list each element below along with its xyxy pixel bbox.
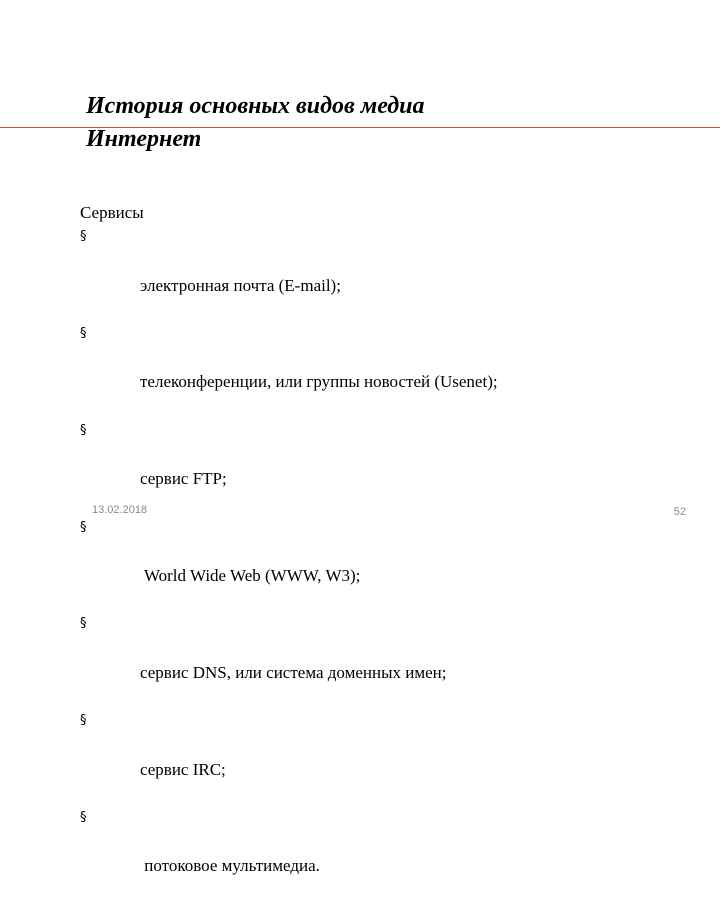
slide-title-line-1: История основных видов медиа [86,93,425,119]
list-item-text: потоковое мультимедиа. [140,856,320,876]
slide-title [86,90,686,156]
footer-date: 13.02.2018 [92,504,148,516]
square-bullet-icon: § [80,229,87,245]
list-item [80,806,700,903]
list-item-text: телеконференции, или группы новостей (Usenet); [140,372,498,392]
list-item [80,516,700,613]
list-item [80,225,700,322]
list-item [80,612,700,709]
list-heading: Сервисы [80,203,144,222]
square-bullet-icon: § [80,326,87,342]
slide-body [80,201,700,903]
list-item-text: World Wide Web (WWW, W3); [140,566,361,586]
list-item [80,709,700,806]
list-item-text: электронная почта (E-mail); [140,275,341,295]
list-item [80,419,700,516]
list-item-text: сервис IRC; [140,759,226,779]
list-item-text: сервис FTP; [140,469,227,489]
page-number: 52 [673,506,686,518]
square-bullet-icon: § [80,616,87,632]
square-bullet-icon: § [80,713,87,729]
slide-title-line-2: Интернет [86,126,202,152]
list-item-text: сервис DNS, или система доменных имен; [140,662,447,682]
title-divider [0,127,720,128]
list-item [80,322,700,419]
square-bullet-icon: § [80,422,87,438]
services-list [80,225,700,903]
square-bullet-icon: § [80,810,87,826]
square-bullet-icon: § [80,519,87,535]
